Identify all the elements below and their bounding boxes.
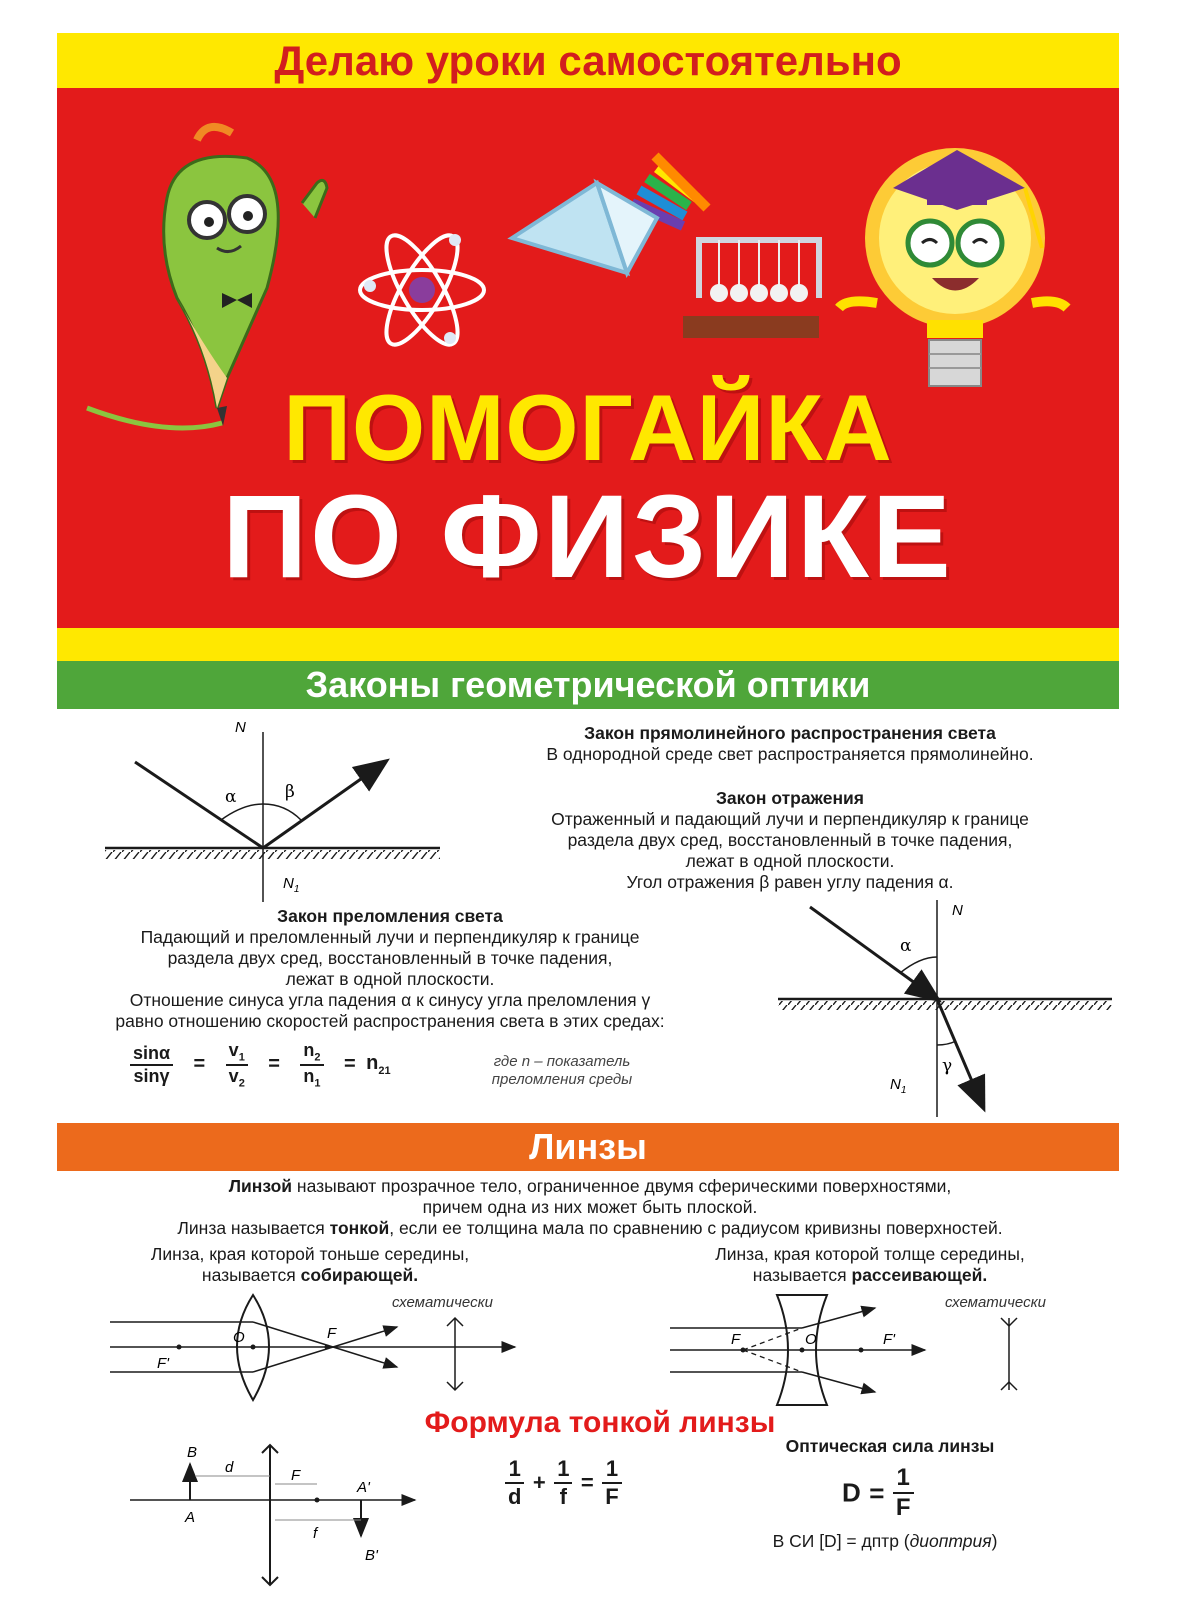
n21-term: $n_{21}$: [366, 1052, 391, 1078]
fraction-velocity: $\frac{v_1}{v_2}$: [226, 1040, 248, 1089]
fraction-sin: $\frac{\sin\alpha}{\sin\gamma}$: [130, 1043, 173, 1087]
incident-ray: [135, 762, 263, 848]
law-straight-line: [470, 723, 1110, 765]
top-banner-title: Делаю уроки самостоятельно: [274, 37, 902, 84]
refracted-ray: [937, 999, 983, 1107]
label-B-prime: B': [365, 1547, 378, 1564]
optical-power-formula: D = $\frac{1}{F}$: [842, 1464, 962, 1524]
label-A-prime: A': [357, 1479, 370, 1496]
law-reflection-line: лежат в одной плоскости.: [685, 851, 895, 871]
optical-power-si-unit: В СИ [D] = дптр (диоптрия): [772, 1531, 998, 1551]
label-F: F: [327, 1325, 337, 1342]
label-N: N: [952, 902, 963, 919]
lightbulb-character: [839, 148, 1067, 386]
prism-icon: [512, 156, 707, 273]
law-refraction-line: раздела двух сред, восстановленный в точке падения,: [167, 948, 613, 968]
optical-power-title: Оптическая сила линзы: [785, 1436, 995, 1456]
law-reflection-title: Закон отражения: [715, 788, 865, 808]
thin-lens-formula-title: Формула тонкой линзы: [424, 1406, 776, 1439]
law-reflection: [470, 788, 1110, 893]
refraction-note: где n – показатель преломления среды: [491, 1053, 633, 1088]
label-alpha: α: [225, 787, 237, 807]
label-F-prime: F': [883, 1331, 896, 1348]
label-N1: $N_1$: [890, 1076, 907, 1096]
law-straight-line-title: Закон прямолинейного распространения света: [584, 723, 996, 743]
law-refraction-line: Отношение синуса угла падения α к синусу угла преломления γ: [129, 990, 651, 1010]
law-refraction: [40, 906, 740, 1032]
label-N1: $N_1$: [283, 875, 300, 895]
label-alpha: α: [900, 936, 912, 956]
optics-section-title: Законы геометрической оптики: [57, 661, 1119, 709]
label-gamma: γ: [942, 1056, 953, 1076]
label-N: N: [235, 719, 246, 736]
law-refraction-line: лежат в одной плоскости.: [285, 969, 495, 989]
label-beta: β: [285, 782, 295, 802]
label-O: O: [233, 1329, 245, 1346]
label-F: F: [291, 1467, 301, 1484]
law-reflection-line: Отраженный и падающий лучи и перпендикуляр к границе: [551, 809, 1029, 829]
atom-icon: [360, 226, 484, 353]
diverging-lens-diagram: [665, 1290, 945, 1415]
label-A: A: [185, 1509, 196, 1526]
diverging-lens-text: Линза, края которой толще середины, называется рассеивающей.: [715, 1244, 1025, 1285]
label-F: F: [731, 1331, 741, 1348]
law-reflection-line: Угол отражения β равен углу падения α.: [626, 872, 954, 892]
converging-lens-text: Линза, края которой тоньше середины, называется собирающей.: [150, 1244, 470, 1285]
main-title-line2: ПО ФИЗИКЕ: [222, 471, 954, 603]
lens-definition: Линзой называют прозрачное тело, ограниченное двумя сферическими поверхностями, причем одна из них может быть плоской. Линза называется тонкой, если ее толщина мала по сравнению с радиусом кривизны поверхностей.: [177, 1176, 1003, 1238]
law-reflection-line: раздела двух сред, восстановленный в точке падения,: [567, 830, 1013, 850]
thin-lens-formula: $\frac{1}{d}$ + $\frac{1}{f}$ = $\frac{1}{F}$: [505, 1456, 645, 1516]
law-refraction-line: равно отношению скоростей распространения света в этих средах:: [115, 1011, 665, 1031]
label-F-prime: F': [157, 1355, 170, 1372]
reflection-diagram: [95, 712, 455, 902]
label-f: f: [313, 1525, 318, 1542]
refraction-formula: $\frac{\sin\alpha}{\sin\gamma}$ = $\frac{v_1}{v_2}$ = $\frac{n_2}{n_1}$ = $n_{21}$: [130, 1040, 460, 1100]
label-d: d: [225, 1459, 234, 1476]
thin-lens-diagram: [125, 1440, 425, 1590]
fraction-index: $\frac{n_2}{n_1}$: [300, 1040, 323, 1089]
law-refraction-line: Падающий и преломленный лучи и перпендикуляр к границе: [140, 927, 640, 947]
label-B: B: [187, 1444, 198, 1461]
reflected-ray: [263, 762, 385, 848]
newtons-cradle-icon: [683, 240, 819, 338]
schematic-label: схематически: [945, 1294, 1047, 1311]
label-O: O: [805, 1331, 817, 1348]
main-title-line1: ПОМОГАЙКА: [283, 375, 893, 480]
lenses-section-title: Линзы: [57, 1123, 1119, 1171]
incident-ray: [810, 907, 937, 999]
law-straight-line-text: В однородной среде свет распространяется прямолинейно.: [546, 744, 1034, 764]
law-refraction-title: Закон преломления света: [277, 906, 503, 926]
diverging-lens-symbol: [994, 1314, 1024, 1394]
converging-lens-symbol: [440, 1314, 470, 1394]
refraction-diagram: [770, 895, 1120, 1120]
schematic-label: схематически: [392, 1294, 494, 1311]
